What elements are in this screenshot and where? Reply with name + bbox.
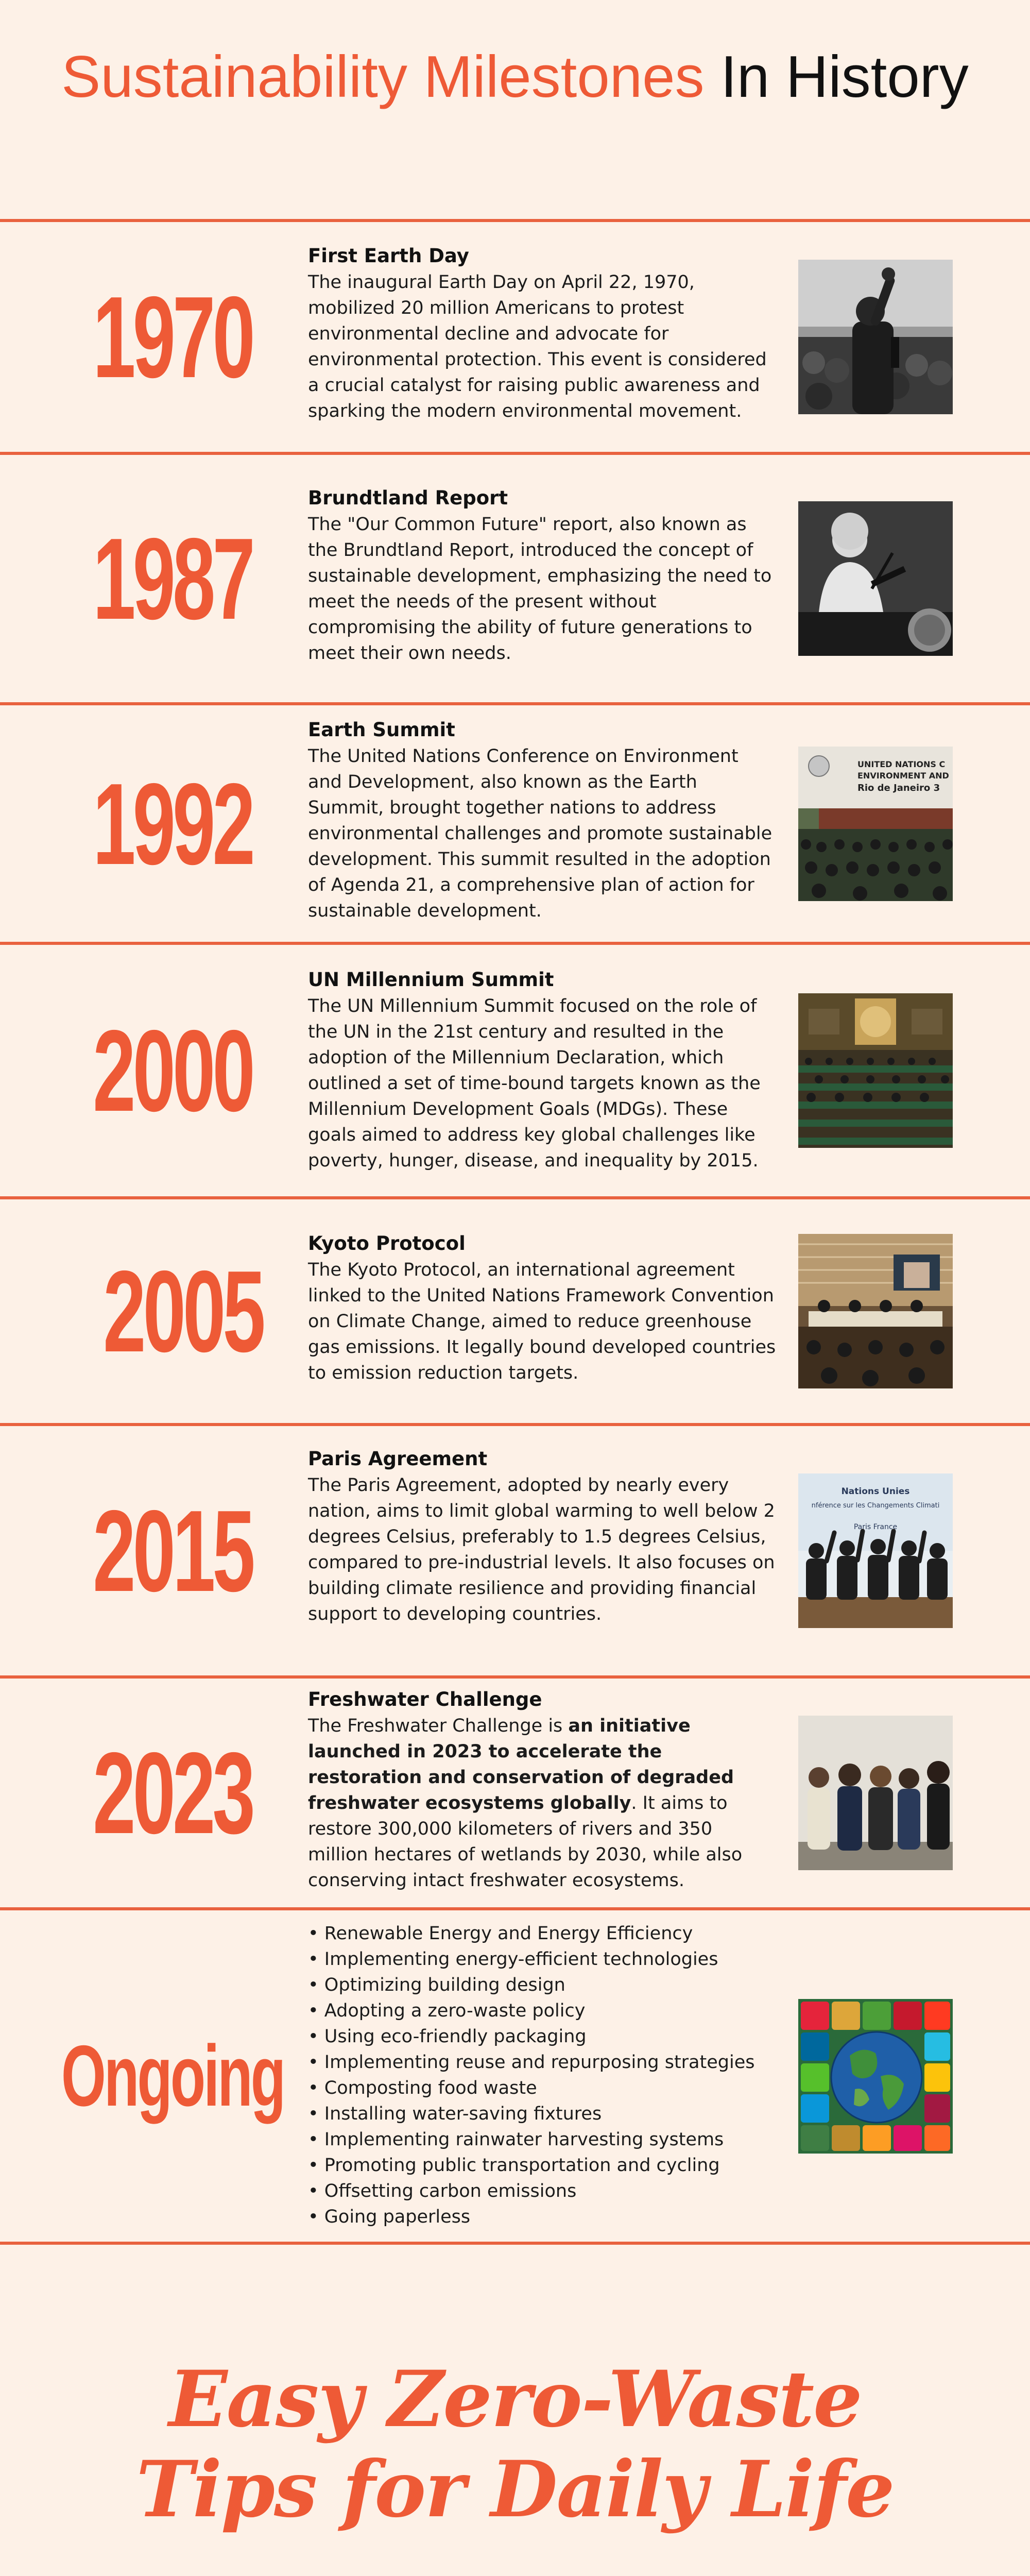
milestone-description: [308, 1446, 778, 1627]
milestone-photo: [798, 1473, 953, 1628]
list-item: • Installing water-saving fixtures: [308, 2101, 778, 2127]
milestone-year: 1987: [93, 514, 252, 643]
freshwater-challenge-photo: [798, 1716, 953, 1870]
list-item: • Optimizing building design: [308, 1972, 778, 1998]
milestone-1992: [0, 702, 1030, 942]
list-item: • Promoting public transportation and cycling: [308, 2153, 778, 2178]
list-item: • Implementing energy-efficient technologies: [308, 1946, 778, 1972]
milestone-photo: [798, 1716, 953, 1870]
milestone-title: First Earth Day: [308, 245, 469, 267]
paris-agreement-photo: [798, 1473, 953, 1628]
brundtland-speaker-photo: [798, 501, 953, 656]
sdg-globe-icon: [798, 1999, 953, 2154]
conference-sign-line: Paris France: [853, 1523, 898, 1531]
milestone-year: 1970: [93, 272, 252, 402]
milestone-1987: [0, 452, 1030, 702]
milestone-body-highlight: an initiative launched in 2023 to accelerate the restoration and conservation of degraded freshwater ecosystems globally: [308, 1716, 734, 1814]
milestone-body: The United Nations Conference on Environment and Development, also known as the Earth Summit, brought together nations to address environmental challenges and promote sustainable development. This summit resulted in the adoption of Agenda 21, a comprehensive plan of action for sustainable development.: [308, 746, 772, 921]
milestone-title: Brundtland Report: [308, 487, 508, 509]
milestone-photo: [798, 1234, 953, 1388]
list-item: • Going paperless: [308, 2204, 778, 2230]
conference-sign-line: UNITED NATIONS C: [857, 759, 946, 769]
ongoing-label: Ongoing: [61, 2027, 284, 2124]
conference-sign-line: Nations Unies: [841, 1486, 910, 1497]
footer-title-line: Easy Zero-Waste: [168, 2354, 862, 2445]
footer-title-line: Tips for Daily Life: [136, 2444, 894, 2535]
milestone-body: The Paris Agreement, adopted by nearly every nation, aims to limit global warming to well below 2 degrees Celsius, preferably to 1.5 degrees Celsius, compared to pre-industrial levels. It also focuses on building climate resilience and providing financial support to developing countries.: [308, 1475, 775, 1624]
milestone-description: [308, 485, 778, 666]
list-item: • Implementing rainwater harvesting systems: [308, 2127, 778, 2153]
milestone-photo: [798, 993, 953, 1148]
list-item: • Renewable Energy and Energy Efficiency: [308, 1921, 778, 1946]
milestone-2023: [0, 1675, 1030, 1907]
list-item: • Using eco-friendly packaging: [308, 2024, 778, 2049]
milestone-description: [308, 1686, 778, 1893]
milestone-photo: [798, 501, 953, 656]
page-title-dark: In History: [720, 44, 969, 110]
un-general-assembly-photo: [798, 993, 953, 1148]
milestone-body: The UN Millennium Summit focused on the role of the UN in the 21st century and resulted in the adoption of the Millennium Declaration, which outlined a set of time-bound targets known as the Millennium Development Goals (MDGs). These goals aimed to address key global challenges like poverty, hunger, disease, and inequality by 2015.: [308, 996, 761, 1171]
milestone-2015: [0, 1423, 1030, 1675]
milestone-body: The "Our Common Future" report, also known as the Brundtland Report, introduced the concept of sustainable development, emphasizing the need to meet the needs of the present without compromising the ability of future generations to meet their own needs.: [308, 514, 772, 664]
milestone-2005: [0, 1196, 1030, 1423]
milestone-year: 2023: [93, 1728, 252, 1858]
milestone-year: 2015: [93, 1486, 252, 1616]
conference-sign-line: ENVIRONMENT AND: [857, 770, 949, 781]
milestone-body: The inaugural Earth Day on April 22, 1970, mobilized 20 million Americans to protest environmental decline and advocate for environmental protection. This event is considered a crucial catalyst for raising public awareness and sparking the modern environmental movement.: [308, 272, 767, 421]
milestone-body: [308, 1713, 778, 1893]
milestone-description: [308, 1230, 778, 1386]
milestone-body-text: The Freshwater Challenge is: [308, 1716, 569, 1736]
milestone-title: Freshwater Challenge: [308, 1688, 542, 1710]
kyoto-conference-photo: [798, 1234, 953, 1388]
milestone-year: 1992: [93, 758, 252, 889]
milestone-body: The Kyoto Protocol, an international agreement linked to the United Nations Framework Convention on Climate Change, aimed to reduce greenhouse gas emissions. It legally bound developed countries to emission reduction targets.: [308, 1260, 776, 1383]
milestone-photo: [798, 1999, 953, 2154]
milestone-photo: [798, 747, 953, 901]
milestone-1970: [0, 219, 1030, 452]
milestone-year: 2005: [103, 1246, 263, 1376]
milestone-ongoing: [0, 1907, 1030, 2245]
page-title-accent: Sustainability Milestones: [61, 44, 705, 110]
milestone-title: Kyoto Protocol: [308, 1232, 466, 1255]
milestone-2000: [0, 942, 1030, 1196]
milestone-description: [308, 243, 778, 424]
milestone-description: [308, 717, 778, 924]
conference-sign-line: nférence sur les Changements Climati: [811, 1502, 940, 1510]
milestone-year: 2000: [93, 1006, 252, 1136]
ongoing-actions: [308, 1921, 778, 2230]
milestone-body-text: . It aims to restore 300,000 kilometers of rivers and 350 million hectares of wetlands by 2030, while also conserving intact freshwater ecosystems.: [308, 1793, 743, 1891]
list-item: • Adopting a zero-waste policy: [308, 1998, 778, 2024]
list-item: • Implementing reuse and repurposing strategies: [308, 2049, 778, 2075]
milestone-title: Paris Agreement: [308, 1448, 488, 1470]
page-title: [0, 39, 1030, 116]
milestone-description: [308, 967, 778, 1174]
earth-day-rally-photo: [798, 260, 953, 414]
milestone-title: UN Millennium Summit: [308, 969, 554, 991]
milestone-title: Earth Summit: [308, 719, 455, 741]
conference-sign-line: Rio de Janeiro 3: [857, 782, 940, 793]
list-item: • Composting food waste: [308, 2075, 778, 2101]
earth-summit-conference-photo: [798, 747, 953, 901]
milestone-photo: [798, 260, 953, 414]
list-item: • Offsetting carbon emissions: [308, 2178, 778, 2204]
footer-title: [0, 2354, 1030, 2535]
ongoing-action-list: [308, 1921, 778, 2230]
